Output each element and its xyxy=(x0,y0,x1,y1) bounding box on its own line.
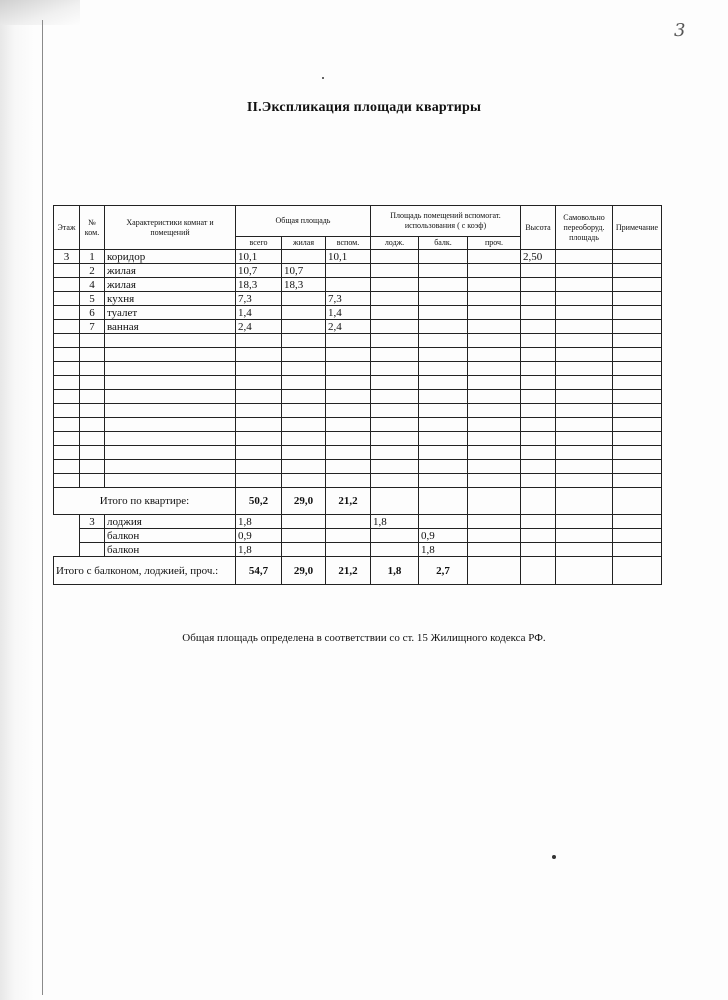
empty-cell xyxy=(326,334,371,348)
cell-room-name: лоджия xyxy=(105,515,236,529)
footnote: Общая площадь определена в соответствии со ст. 15 Жилищного кодекса РФ. xyxy=(182,632,546,644)
empty-table-row xyxy=(54,362,662,376)
cell-loggia xyxy=(371,543,419,557)
empty-cell xyxy=(54,446,80,460)
cell-living xyxy=(282,320,326,334)
cell-room-name: балкон xyxy=(105,543,236,557)
empty-cell xyxy=(521,474,556,488)
table-row xyxy=(54,515,662,529)
empty-cell xyxy=(105,474,236,488)
empty-cell xyxy=(419,432,468,446)
cell-room-no: 1 xyxy=(80,250,105,264)
grand-total-loggia: 1,8 xyxy=(371,557,419,585)
cell-aux: 1,4 xyxy=(326,306,371,320)
cell-room-name: кухня xyxy=(105,292,236,306)
empty-cell xyxy=(468,404,521,418)
scan-left-edge xyxy=(0,0,34,1000)
empty-cell xyxy=(613,446,662,460)
cell-total: 2,4 xyxy=(236,320,282,334)
empty-cell xyxy=(282,362,326,376)
empty-cell xyxy=(419,460,468,474)
empty-cell xyxy=(468,334,521,348)
empty-cell xyxy=(54,460,80,474)
empty-cell xyxy=(236,390,282,404)
empty-cell xyxy=(236,404,282,418)
empty-cell xyxy=(613,432,662,446)
cell-floor xyxy=(54,306,80,320)
empty-table-row xyxy=(54,432,662,446)
cell-total: 10,7 xyxy=(236,264,282,278)
empty-cell xyxy=(468,390,521,404)
cell-living xyxy=(282,292,326,306)
cell-room-no: 5 xyxy=(80,292,105,306)
empty-cell xyxy=(419,334,468,348)
header-total-living: жилая xyxy=(282,237,326,250)
empty-cell xyxy=(236,474,282,488)
empty-cell xyxy=(80,418,105,432)
empty-cell xyxy=(371,432,419,446)
empty-cell xyxy=(54,334,80,348)
empty-cell xyxy=(326,404,371,418)
empty-cell xyxy=(326,376,371,390)
table-row xyxy=(54,292,662,306)
cell-room-name: туалет xyxy=(105,306,236,320)
empty-cell xyxy=(521,334,556,348)
empty-cell xyxy=(521,404,556,418)
grand-total-all: 54,7 xyxy=(236,557,282,585)
empty-cell xyxy=(468,446,521,460)
empty-cell xyxy=(371,376,419,390)
empty-cell xyxy=(80,334,105,348)
empty-cell xyxy=(371,404,419,418)
cell-height xyxy=(521,320,556,334)
empty-cell xyxy=(105,418,236,432)
table-row xyxy=(54,320,662,334)
empty-cell xyxy=(282,334,326,348)
empty-cell xyxy=(613,334,662,348)
cell-room-no: 2 xyxy=(80,264,105,278)
empty-cell xyxy=(80,474,105,488)
cell-balcony xyxy=(419,515,468,529)
empty-cell xyxy=(236,446,282,460)
apartment-total-aux: 21,2 xyxy=(326,488,371,515)
empty-cell xyxy=(521,446,556,460)
cell-balcony: 1,8 xyxy=(419,543,468,557)
empty-cell xyxy=(105,432,236,446)
empty-cell xyxy=(326,390,371,404)
empty-cell xyxy=(613,460,662,474)
page-title: II.Экспликация площади квартиры xyxy=(246,100,482,115)
empty-cell xyxy=(556,474,613,488)
empty-cell xyxy=(282,418,326,432)
empty-table-row xyxy=(54,376,662,390)
header-note: Примечание xyxy=(613,206,662,250)
apartment-total-row xyxy=(54,488,662,515)
empty-cell xyxy=(419,446,468,460)
grand-total-label: Итого с балконом, лоджией, проч.: xyxy=(54,557,236,585)
empty-cell xyxy=(521,376,556,390)
header-aux-balcony: балк. xyxy=(419,237,468,250)
empty-cell xyxy=(236,460,282,474)
cell-floor xyxy=(54,292,80,306)
empty-cell xyxy=(282,390,326,404)
cell-room-no xyxy=(80,543,105,557)
empty-cell xyxy=(236,362,282,376)
cell-height xyxy=(521,278,556,292)
empty-cell xyxy=(105,390,236,404)
empty-table-row xyxy=(54,334,662,348)
cell-balcony: 0,9 xyxy=(419,529,468,543)
cell-total: 1,4 xyxy=(236,306,282,320)
grand-total-balcony: 2,7 xyxy=(419,557,468,585)
empty-cell xyxy=(419,390,468,404)
cell-floor xyxy=(54,320,80,334)
empty-cell xyxy=(54,376,80,390)
scan-speck xyxy=(322,77,324,79)
cell-living xyxy=(282,250,326,264)
cell-loggia xyxy=(371,529,419,543)
cell-living xyxy=(282,306,326,320)
cell-room-name: ванная xyxy=(105,320,236,334)
cell-total: 7,3 xyxy=(236,292,282,306)
cell-room-no: 4 xyxy=(80,278,105,292)
empty-cell xyxy=(326,446,371,460)
empty-table-row xyxy=(54,446,662,460)
header-aux-loggia: лодж. xyxy=(371,237,419,250)
cell-living: 10,7 xyxy=(282,264,326,278)
empty-cell xyxy=(105,460,236,474)
empty-cell xyxy=(371,390,419,404)
cell-room-name: жилая xyxy=(105,264,236,278)
table-row xyxy=(54,250,662,264)
empty-cell xyxy=(80,404,105,418)
cell-total: 18,3 xyxy=(236,278,282,292)
empty-cell xyxy=(613,474,662,488)
empty-cell xyxy=(80,376,105,390)
empty-cell xyxy=(419,474,468,488)
empty-cell xyxy=(236,348,282,362)
empty-cell xyxy=(282,474,326,488)
empty-cell xyxy=(80,362,105,376)
header-total-area: Общая площадь xyxy=(236,206,371,237)
empty-cell xyxy=(556,362,613,376)
empty-cell xyxy=(556,334,613,348)
empty-cell xyxy=(419,362,468,376)
empty-cell xyxy=(105,334,236,348)
empty-cell xyxy=(468,432,521,446)
empty-cell xyxy=(556,432,613,446)
empty-cell xyxy=(419,418,468,432)
empty-table-row xyxy=(54,474,662,488)
scan-margin-line xyxy=(42,20,43,995)
header-aux-area: Площадь помещений вспомогат. использования ( с коэф) xyxy=(371,206,521,237)
empty-cell xyxy=(556,376,613,390)
empty-cell xyxy=(521,390,556,404)
header-height: Высота xyxy=(521,206,556,250)
empty-cell xyxy=(105,376,236,390)
empty-cell xyxy=(282,348,326,362)
empty-cell xyxy=(468,418,521,432)
empty-cell xyxy=(80,348,105,362)
empty-cell xyxy=(54,348,80,362)
empty-cell xyxy=(80,460,105,474)
empty-cell xyxy=(556,404,613,418)
cell-height xyxy=(521,306,556,320)
empty-cell xyxy=(613,362,662,376)
cell-room-no xyxy=(80,529,105,543)
header-room-no: № ком. xyxy=(80,206,105,250)
cell-room-name: балкон xyxy=(105,529,236,543)
cell-loggia: 1,8 xyxy=(371,515,419,529)
empty-cell xyxy=(521,460,556,474)
empty-cell xyxy=(54,418,80,432)
empty-cell xyxy=(556,390,613,404)
cell-aux: 2,4 xyxy=(326,320,371,334)
empty-cell xyxy=(236,334,282,348)
apartment-total-all: 50,2 xyxy=(236,488,282,515)
empty-cell xyxy=(556,446,613,460)
empty-cell xyxy=(282,460,326,474)
empty-cell xyxy=(556,418,613,432)
grand-total-row xyxy=(54,557,662,585)
empty-cell xyxy=(54,404,80,418)
empty-cell xyxy=(105,446,236,460)
empty-cell xyxy=(326,348,371,362)
empty-table-row xyxy=(54,390,662,404)
cell-room-name: жилая xyxy=(105,278,236,292)
empty-cell xyxy=(236,418,282,432)
cell-floor xyxy=(54,264,80,278)
empty-table-row xyxy=(54,418,662,432)
empty-cell xyxy=(282,376,326,390)
cell-living: 18,3 xyxy=(282,278,326,292)
empty-cell xyxy=(326,418,371,432)
empty-cell xyxy=(326,432,371,446)
cell-aux: 10,1 xyxy=(326,250,371,264)
cell-total: 1,8 xyxy=(236,543,282,557)
scan-speck xyxy=(552,855,556,859)
empty-rows xyxy=(54,334,662,488)
cell-aux xyxy=(326,278,371,292)
page-number: 3 xyxy=(674,20,686,41)
table-row xyxy=(54,278,662,292)
cell-room-name: коридор xyxy=(105,250,236,264)
header-total-aux: вспом. xyxy=(326,237,371,250)
grand-total-aux: 21,2 xyxy=(326,557,371,585)
apartment-total-label: Итого по квартире: xyxy=(54,488,236,515)
empty-cell xyxy=(371,418,419,432)
table-row xyxy=(54,264,662,278)
empty-cell xyxy=(105,348,236,362)
empty-cell xyxy=(613,418,662,432)
empty-cell xyxy=(468,460,521,474)
cell-total: 0,9 xyxy=(236,529,282,543)
empty-cell xyxy=(282,432,326,446)
empty-cell xyxy=(613,348,662,362)
empty-cell xyxy=(371,446,419,460)
empty-cell xyxy=(613,404,662,418)
empty-cell xyxy=(326,362,371,376)
empty-cell xyxy=(282,404,326,418)
header-self-reequipped: Самовольно переоборуд. площадь xyxy=(556,206,613,250)
cell-height xyxy=(521,292,556,306)
apartment-total-living: 29,0 xyxy=(282,488,326,515)
cell-aux: 7,3 xyxy=(326,292,371,306)
empty-cell xyxy=(105,362,236,376)
empty-cell xyxy=(371,334,419,348)
empty-cell xyxy=(419,404,468,418)
empty-cell xyxy=(521,418,556,432)
table-row xyxy=(54,306,662,320)
empty-table-row xyxy=(54,404,662,418)
empty-cell xyxy=(521,362,556,376)
empty-cell xyxy=(556,348,613,362)
cell-room-no: 3 xyxy=(80,515,105,529)
empty-cell xyxy=(282,446,326,460)
empty-cell xyxy=(105,404,236,418)
empty-cell xyxy=(54,390,80,404)
header-characteristics: Характеристики комнат и помещений xyxy=(105,206,236,250)
empty-cell xyxy=(80,390,105,404)
empty-cell xyxy=(521,348,556,362)
empty-cell xyxy=(54,362,80,376)
cell-total: 10,1 xyxy=(236,250,282,264)
empty-cell xyxy=(468,376,521,390)
empty-cell xyxy=(326,474,371,488)
empty-cell xyxy=(613,376,662,390)
explication-table xyxy=(53,205,662,585)
empty-cell xyxy=(613,390,662,404)
empty-table-row xyxy=(54,460,662,474)
cell-floor: 3 xyxy=(54,250,80,264)
empty-cell xyxy=(236,376,282,390)
empty-cell xyxy=(54,474,80,488)
header-floor: Этаж xyxy=(54,206,80,250)
empty-cell xyxy=(521,432,556,446)
empty-cell xyxy=(371,362,419,376)
scan-corner-shadow xyxy=(0,0,80,25)
cell-height xyxy=(521,264,556,278)
empty-cell xyxy=(371,460,419,474)
empty-cell xyxy=(468,362,521,376)
cell-aux xyxy=(326,264,371,278)
cell-room-no: 6 xyxy=(80,306,105,320)
empty-cell xyxy=(326,460,371,474)
empty-cell xyxy=(419,348,468,362)
cell-floor xyxy=(54,278,80,292)
cell-total: 1,8 xyxy=(236,515,282,529)
grand-total-living: 29,0 xyxy=(282,557,326,585)
empty-cell xyxy=(468,474,521,488)
empty-table-row xyxy=(54,348,662,362)
table-row xyxy=(54,543,662,557)
empty-cell xyxy=(556,460,613,474)
empty-cell xyxy=(371,348,419,362)
table-row xyxy=(54,529,662,543)
empty-cell xyxy=(80,446,105,460)
header-total-all: всего xyxy=(236,237,282,250)
empty-cell xyxy=(419,376,468,390)
empty-cell xyxy=(468,348,521,362)
empty-cell xyxy=(54,432,80,446)
empty-cell xyxy=(80,432,105,446)
empty-cell xyxy=(371,474,419,488)
cell-height: 2,50 xyxy=(521,250,556,264)
empty-cell xyxy=(236,432,282,446)
header-aux-other: проч. xyxy=(468,237,521,250)
cell-room-no: 7 xyxy=(80,320,105,334)
